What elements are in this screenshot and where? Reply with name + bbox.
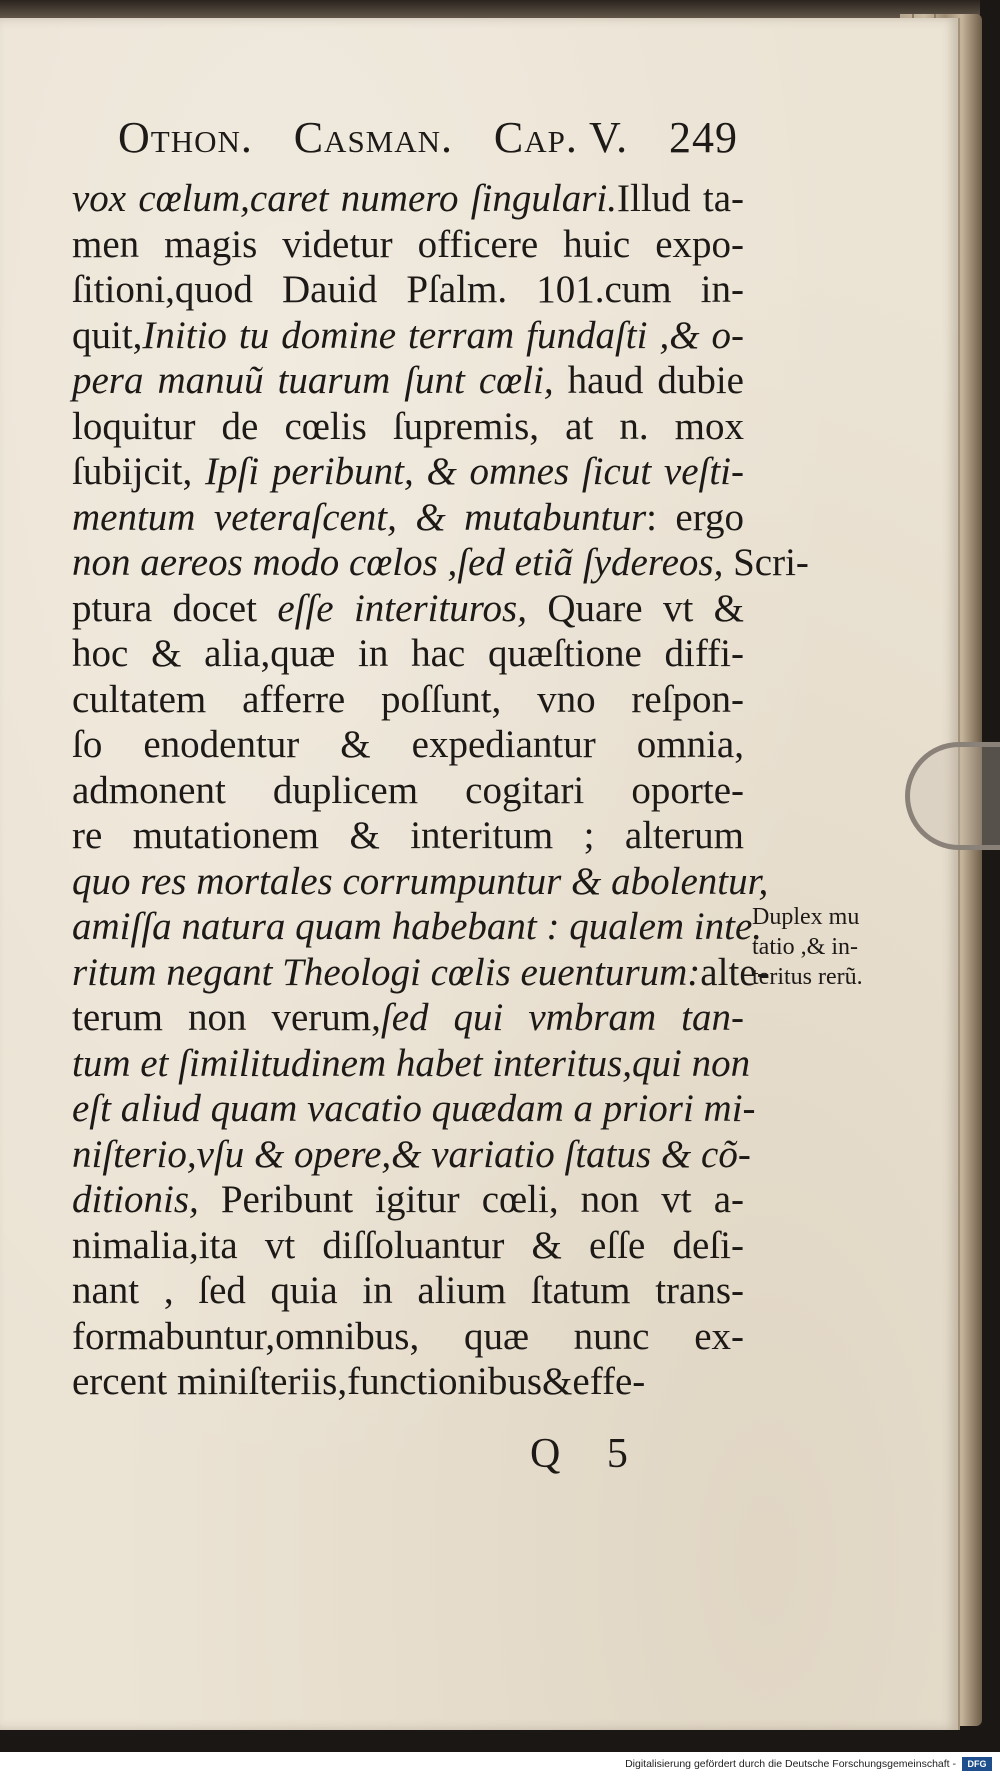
text-line xyxy=(72,677,744,723)
roman-text: Quare vt & xyxy=(526,586,744,630)
italic-text: pera manuũ tuarum ſunt cœli, xyxy=(72,359,554,402)
dfg-logo: DFG xyxy=(962,1757,992,1771)
roman-text: : ergo xyxy=(646,495,744,539)
roman-text: loquitur de cœlis ſupremis, at n. mox xyxy=(72,404,744,448)
text-line xyxy=(72,1314,744,1360)
roman-text: re mutationem & interitum ; alterum xyxy=(72,814,744,857)
text-line xyxy=(72,586,744,632)
text-line xyxy=(72,859,769,905)
roman-text: alte- xyxy=(700,950,770,994)
italic-text: non aereos modo cœlos ,ſed etiã ſydereos, xyxy=(72,541,724,584)
roman-text: formabuntur,omnibus, quæ nunc ex- xyxy=(72,1314,744,1358)
roman-text: nant , ſed quia in alium ſtatum trans- xyxy=(72,1269,744,1312)
text-line xyxy=(72,1268,744,1314)
roman-text: ſitioni,quod Dauid Pſalm. 101.cum in- xyxy=(72,268,744,311)
margin-note-line: Duplex mu xyxy=(752,904,860,930)
roman-text: quit, xyxy=(72,313,143,357)
text-line xyxy=(72,813,744,859)
text-line xyxy=(72,722,744,768)
margin-note xyxy=(752,902,902,992)
roman-text: ſubijcit, xyxy=(72,450,205,493)
text-line xyxy=(72,1132,751,1178)
text-line xyxy=(72,404,744,450)
header-author-first: Othon. xyxy=(118,113,253,162)
roman-text: terum non verum, xyxy=(72,996,381,1039)
roman-text: hoc & alia,quæ in hac quæſtione diffi- xyxy=(72,632,744,675)
page-number: 249 xyxy=(668,113,738,162)
signature-mark: Q 5 xyxy=(530,1431,646,1477)
text-line xyxy=(72,1177,744,1223)
text-line xyxy=(72,267,744,313)
roman-text: men magis videtur officere huic expo- xyxy=(72,222,744,266)
text-line xyxy=(72,1041,751,1087)
italic-text: Ipſi peribunt, & omnes ſicut veſti- xyxy=(204,450,744,493)
text-line xyxy=(72,631,744,677)
italic-text: Initio tu domine terram fundaſti ,& o- xyxy=(142,313,744,357)
header-chapter: Cap. V. xyxy=(493,113,629,162)
text-line xyxy=(72,1223,744,1269)
italic-text: niſterio,vſu & opere,& variatio ſtatus & cõ- xyxy=(72,1132,751,1176)
text-line xyxy=(72,904,763,950)
roman-text: cultatem afferre poſſunt, vno reſpon- xyxy=(72,677,744,721)
header-author-last: Casman. xyxy=(293,113,454,162)
roman-text: Illud ta- xyxy=(617,177,745,220)
text-line xyxy=(72,1086,756,1132)
running-header xyxy=(118,112,738,172)
italic-text: quo res mortales corrumpuntur & abolentur, xyxy=(72,859,769,903)
roman-text: ptura docet xyxy=(72,586,278,630)
italic-text: amiſſa natura quam habebant : qualem inte. xyxy=(72,905,763,948)
margin-note-line: tatio ,& in- xyxy=(752,934,858,960)
text-line xyxy=(72,222,744,268)
italic-text: tum et ſimilitudinem habet interitus,qui non xyxy=(72,1041,751,1085)
text-line xyxy=(72,495,744,541)
text-line xyxy=(72,449,744,495)
text-line xyxy=(72,1359,744,1405)
italic-text: vox cœlum,caret numero ſingulari. xyxy=(72,177,617,220)
text-line xyxy=(72,768,744,814)
italic-text: ritum negant Theologi cœlis euenturum: xyxy=(72,950,701,994)
margin-note-line: teritus rerũ. xyxy=(752,964,863,990)
roman-text: ercent miniſteriis,functionibus&effe- xyxy=(72,1360,646,1403)
roman-text: Scri- xyxy=(723,541,809,584)
text-line xyxy=(72,313,744,359)
italic-text: mentum veteraſcent, & mutabuntur xyxy=(72,495,647,539)
italic-text: eſſe interituros, xyxy=(277,586,527,630)
text-line xyxy=(72,540,809,586)
text-line xyxy=(72,995,744,1041)
text-line xyxy=(72,176,744,222)
roman-text: Peribunt igitur cœli, non vt a- xyxy=(198,1178,744,1221)
text-line xyxy=(72,358,744,404)
roman-text: haud dubie xyxy=(553,359,744,402)
italic-text: ditionis, xyxy=(72,1178,199,1221)
footer-credit: Digitalisierung gefördert durch die Deutsche Forschungsgemeinschaft - xyxy=(625,1758,956,1770)
text-line xyxy=(72,950,770,996)
italic-text: eſt aliud quam vacatio quædam a priori mi- xyxy=(72,1087,756,1130)
roman-text: admonent duplicem cogitari oporte- xyxy=(72,768,744,812)
italic-text: ſed qui vmbram tan- xyxy=(380,996,744,1039)
roman-text: nimalia,ita vt diſſoluantur & eſſe deſi- xyxy=(72,1223,744,1267)
roman-text: ſo enodentur & expediantur omnia, xyxy=(72,723,744,766)
